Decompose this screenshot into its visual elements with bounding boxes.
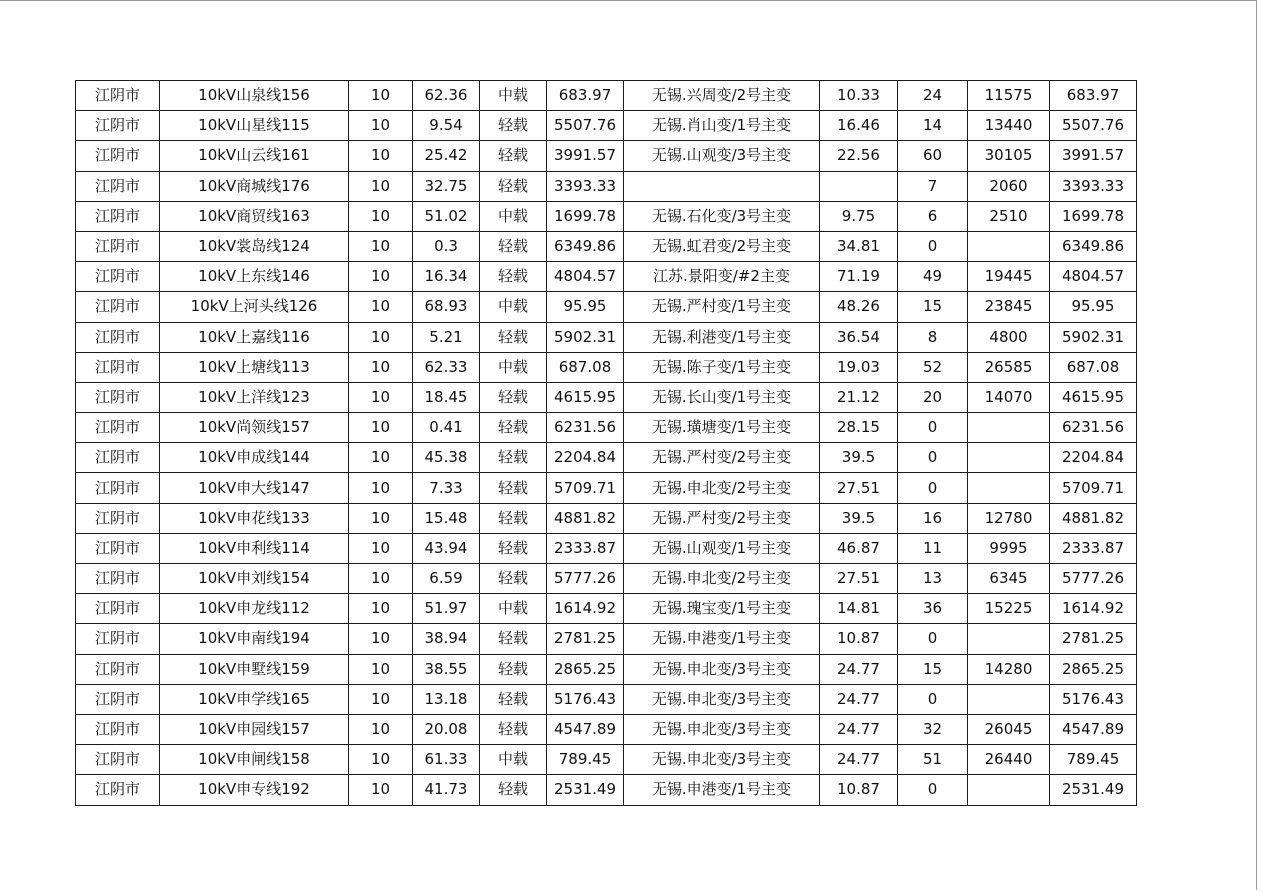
count-cell: 7 (898, 171, 968, 201)
table-row (76, 443, 1137, 473)
available-cell: 95.95 (1050, 292, 1137, 322)
transformer-load-cell: 24.77 (820, 684, 898, 714)
table-row (76, 775, 1137, 805)
transformer-cell: 无锡.肖山变/1号主变 (624, 111, 820, 141)
capacity-cell: 3393.33 (547, 171, 624, 201)
voltage-cell: 10 (349, 594, 413, 624)
count-cell: 0 (898, 413, 968, 443)
load-status-cell: 轻载 (480, 564, 547, 594)
kva-cell: 14070 (968, 382, 1050, 412)
line-name-cell: 10kV申花线133 (160, 503, 349, 533)
kva-cell (968, 775, 1050, 805)
load-status-cell: 轻载 (480, 624, 547, 654)
table-row (76, 533, 1137, 563)
table-row (76, 231, 1137, 261)
transformer-cell: 无锡.山观变/1号主变 (624, 533, 820, 563)
transformer-cell: 无锡.严村变/2号主变 (624, 443, 820, 473)
load-rate-cell: 6.59 (413, 564, 480, 594)
load-rate-cell: 13.18 (413, 684, 480, 714)
table-body (76, 81, 1137, 806)
transformer-cell: 无锡.申北变/3号主变 (624, 654, 820, 684)
transformer-load-cell: 24.77 (820, 654, 898, 684)
kva-cell: 6345 (968, 564, 1050, 594)
kva-cell: 11575 (968, 81, 1050, 111)
capacity-cell: 4615.95 (547, 382, 624, 412)
kva-cell (968, 413, 1050, 443)
transformer-cell: 无锡.长山变/1号主变 (624, 382, 820, 412)
kva-cell (968, 231, 1050, 261)
line-name-cell: 10kV申园线157 (160, 714, 349, 744)
voltage-cell: 10 (349, 443, 413, 473)
line-name-cell: 10kV申成线144 (160, 443, 349, 473)
count-cell: 60 (898, 141, 968, 171)
available-cell: 683.97 (1050, 81, 1137, 111)
voltage-cell: 10 (349, 171, 413, 201)
city-cell: 江阴市 (76, 231, 160, 261)
transformer-load-cell: 71.19 (820, 262, 898, 292)
load-status-cell: 轻载 (480, 684, 547, 714)
transformer-cell: 无锡.璜塘变/1号主变 (624, 413, 820, 443)
transformer-cell: 无锡.申港变/1号主变 (624, 775, 820, 805)
transformer-load-cell: 19.03 (820, 352, 898, 382)
kva-cell (968, 473, 1050, 503)
city-cell: 江阴市 (76, 745, 160, 775)
capacity-cell: 1614.92 (547, 594, 624, 624)
table-row (76, 81, 1137, 111)
available-cell: 6349.86 (1050, 231, 1137, 261)
voltage-cell: 10 (349, 654, 413, 684)
line-name-cell: 10kV申墅线159 (160, 654, 349, 684)
transformer-load-cell: 24.77 (820, 745, 898, 775)
transformer-cell: 无锡.申北变/3号主变 (624, 745, 820, 775)
count-cell: 52 (898, 352, 968, 382)
capacity-cell: 3991.57 (547, 141, 624, 171)
line-name-cell: 10kV上洋线123 (160, 382, 349, 412)
available-cell: 5507.76 (1050, 111, 1137, 141)
voltage-cell: 10 (349, 352, 413, 382)
table-row (76, 745, 1137, 775)
load-status-cell: 轻载 (480, 231, 547, 261)
load-rate-cell: 41.73 (413, 775, 480, 805)
city-cell: 江阴市 (76, 503, 160, 533)
table-row (76, 292, 1137, 322)
voltage-cell: 10 (349, 714, 413, 744)
line-name-cell: 10kV上嘉线116 (160, 322, 349, 352)
available-cell: 1614.92 (1050, 594, 1137, 624)
load-status-cell: 轻载 (480, 443, 547, 473)
transformer-load-cell: 36.54 (820, 322, 898, 352)
count-cell: 13 (898, 564, 968, 594)
city-cell: 江阴市 (76, 714, 160, 744)
count-cell: 0 (898, 624, 968, 654)
load-status-cell: 轻载 (480, 111, 547, 141)
city-cell: 江阴市 (76, 413, 160, 443)
count-cell: 8 (898, 322, 968, 352)
available-cell: 6231.56 (1050, 413, 1137, 443)
capacity-cell: 2204.84 (547, 443, 624, 473)
available-cell: 3991.57 (1050, 141, 1137, 171)
table-row (76, 171, 1137, 201)
load-rate-cell: 25.42 (413, 141, 480, 171)
capacity-cell: 5902.31 (547, 322, 624, 352)
kva-cell: 26440 (968, 745, 1050, 775)
table-row (76, 473, 1137, 503)
capacity-cell: 2531.49 (547, 775, 624, 805)
capacity-cell: 789.45 (547, 745, 624, 775)
city-cell: 江阴市 (76, 81, 160, 111)
load-rate-cell: 61.33 (413, 745, 480, 775)
line-name-cell: 10kV申专线192 (160, 775, 349, 805)
capacity-cell: 5709.71 (547, 473, 624, 503)
load-status-cell: 中载 (480, 292, 547, 322)
voltage-cell: 10 (349, 533, 413, 563)
count-cell: 0 (898, 775, 968, 805)
line-name-cell: 10kV商贸线163 (160, 201, 349, 231)
city-cell: 江阴市 (76, 443, 160, 473)
data-table (75, 80, 1137, 806)
kva-cell: 13440 (968, 111, 1050, 141)
voltage-cell: 10 (349, 81, 413, 111)
load-status-cell: 轻载 (480, 533, 547, 563)
transformer-load-cell: 10.87 (820, 624, 898, 654)
transformer-load-cell: 9.75 (820, 201, 898, 231)
voltage-cell: 10 (349, 624, 413, 654)
capacity-cell: 6231.56 (547, 413, 624, 443)
load-status-cell: 轻载 (480, 714, 547, 744)
kva-cell: 12780 (968, 503, 1050, 533)
load-status-cell: 中载 (480, 745, 547, 775)
kva-cell: 14280 (968, 654, 1050, 684)
city-cell: 江阴市 (76, 262, 160, 292)
transformer-cell: 无锡.严村变/1号主变 (624, 292, 820, 322)
transformer-load-cell: 10.33 (820, 81, 898, 111)
transformer-cell: 无锡.申港变/1号主变 (624, 624, 820, 654)
table-row (76, 564, 1137, 594)
load-rate-cell: 7.33 (413, 473, 480, 503)
load-rate-cell: 15.48 (413, 503, 480, 533)
available-cell: 2531.49 (1050, 775, 1137, 805)
load-rate-cell: 51.97 (413, 594, 480, 624)
kva-cell: 26045 (968, 714, 1050, 744)
available-cell: 687.08 (1050, 352, 1137, 382)
load-status-cell: 中载 (480, 81, 547, 111)
load-rate-cell: 62.36 (413, 81, 480, 111)
capacity-cell: 2781.25 (547, 624, 624, 654)
line-name-cell: 10kV上东线146 (160, 262, 349, 292)
line-name-cell: 10kV山泉线156 (160, 81, 349, 111)
load-status-cell: 中载 (480, 352, 547, 382)
voltage-cell: 10 (349, 382, 413, 412)
line-name-cell: 10kV上河头线126 (160, 292, 349, 322)
line-name-cell: 10kV山星线115 (160, 111, 349, 141)
load-rate-cell: 18.45 (413, 382, 480, 412)
transformer-cell: 无锡.申北变/3号主变 (624, 714, 820, 744)
transformer-load-cell: 27.51 (820, 564, 898, 594)
available-cell: 5709.71 (1050, 473, 1137, 503)
table-row (76, 201, 1137, 231)
voltage-cell: 10 (349, 564, 413, 594)
available-cell: 3393.33 (1050, 171, 1137, 201)
available-cell: 5176.43 (1050, 684, 1137, 714)
transformer-load-cell (820, 171, 898, 201)
count-cell: 15 (898, 654, 968, 684)
load-rate-cell: 68.93 (413, 292, 480, 322)
line-name-cell: 10kV商城线176 (160, 171, 349, 201)
count-cell: 0 (898, 443, 968, 473)
load-status-cell: 轻载 (480, 473, 547, 503)
city-cell: 江阴市 (76, 322, 160, 352)
available-cell: 2865.25 (1050, 654, 1137, 684)
voltage-cell: 10 (349, 503, 413, 533)
load-status-cell: 中载 (480, 201, 547, 231)
transformer-load-cell: 16.46 (820, 111, 898, 141)
available-cell: 2204.84 (1050, 443, 1137, 473)
table-row (76, 714, 1137, 744)
line-name-cell: 10kV申大线147 (160, 473, 349, 503)
count-cell: 51 (898, 745, 968, 775)
voltage-cell: 10 (349, 292, 413, 322)
transformer-load-cell: 10.87 (820, 775, 898, 805)
voltage-cell: 10 (349, 262, 413, 292)
capacity-cell: 5176.43 (547, 684, 624, 714)
load-rate-cell: 38.55 (413, 654, 480, 684)
line-name-cell: 10kV山云线161 (160, 141, 349, 171)
available-cell: 2333.87 (1050, 533, 1137, 563)
kva-cell: 2060 (968, 171, 1050, 201)
count-cell: 0 (898, 473, 968, 503)
load-rate-cell: 32.75 (413, 171, 480, 201)
load-status-cell: 轻载 (480, 171, 547, 201)
table-row (76, 322, 1137, 352)
transformer-cell: 江苏.景阳变/#2主变 (624, 262, 820, 292)
transformer-load-cell: 48.26 (820, 292, 898, 322)
table-row (76, 654, 1137, 684)
transformer-cell: 无锡.申北变/3号主变 (624, 684, 820, 714)
count-cell: 20 (898, 382, 968, 412)
city-cell: 江阴市 (76, 352, 160, 382)
load-status-cell: 轻载 (480, 775, 547, 805)
load-rate-cell: 9.54 (413, 111, 480, 141)
transformer-cell: 无锡.山观变/3号主变 (624, 141, 820, 171)
available-cell: 4547.89 (1050, 714, 1137, 744)
kva-cell (968, 684, 1050, 714)
table-row (76, 594, 1137, 624)
city-cell: 江阴市 (76, 171, 160, 201)
voltage-cell: 10 (349, 684, 413, 714)
table-row (76, 624, 1137, 654)
load-rate-cell: 5.21 (413, 322, 480, 352)
transformer-cell: 无锡.申北变/2号主变 (624, 564, 820, 594)
city-cell: 江阴市 (76, 473, 160, 503)
line-name-cell: 10kV申龙线112 (160, 594, 349, 624)
transformer-cell: 无锡.申北变/2号主变 (624, 473, 820, 503)
transformer-cell: 无锡.利港变/1号主变 (624, 322, 820, 352)
load-status-cell: 轻载 (480, 382, 547, 412)
capacity-cell: 4804.57 (547, 262, 624, 292)
line-name-cell: 10kV上塘线113 (160, 352, 349, 382)
kva-cell: 9995 (968, 533, 1050, 563)
transformer-cell: 无锡.兴周变/2号主变 (624, 81, 820, 111)
transformer-cell: 无锡.陈子变/1号主变 (624, 352, 820, 382)
load-rate-cell: 43.94 (413, 533, 480, 563)
load-rate-cell: 38.94 (413, 624, 480, 654)
kva-cell: 4800 (968, 322, 1050, 352)
kva-cell: 15225 (968, 594, 1050, 624)
table-row (76, 352, 1137, 382)
capacity-cell: 2333.87 (547, 533, 624, 563)
load-rate-cell: 16.34 (413, 262, 480, 292)
transformer-cell: 无锡.严村变/2号主变 (624, 503, 820, 533)
table-row (76, 141, 1137, 171)
kva-cell (968, 624, 1050, 654)
count-cell: 32 (898, 714, 968, 744)
capacity-cell: 2865.25 (547, 654, 624, 684)
available-cell: 4804.57 (1050, 262, 1137, 292)
table-row (76, 262, 1137, 292)
kva-cell: 2510 (968, 201, 1050, 231)
city-cell: 江阴市 (76, 141, 160, 171)
city-cell: 江阴市 (76, 201, 160, 231)
available-cell: 5902.31 (1050, 322, 1137, 352)
voltage-cell: 10 (349, 473, 413, 503)
line-name-cell: 10kV裳岛线124 (160, 231, 349, 261)
transformer-load-cell: 24.77 (820, 714, 898, 744)
city-cell: 江阴市 (76, 654, 160, 684)
city-cell: 江阴市 (76, 382, 160, 412)
line-name-cell: 10kV申利线114 (160, 533, 349, 563)
transformer-load-cell: 39.5 (820, 503, 898, 533)
transformer-load-cell: 27.51 (820, 473, 898, 503)
city-cell: 江阴市 (76, 624, 160, 654)
line-name-cell: 10kV申刘线154 (160, 564, 349, 594)
table-row (76, 382, 1137, 412)
voltage-cell: 10 (349, 111, 413, 141)
city-cell: 江阴市 (76, 111, 160, 141)
table-row (76, 503, 1137, 533)
capacity-cell: 5777.26 (547, 564, 624, 594)
transformer-load-cell: 46.87 (820, 533, 898, 563)
capacity-cell: 5507.76 (547, 111, 624, 141)
transformer-cell (624, 171, 820, 201)
load-rate-cell: 0.3 (413, 231, 480, 261)
available-cell: 5777.26 (1050, 564, 1137, 594)
line-name-cell: 10kV尚领线157 (160, 413, 349, 443)
transformer-cell: 无锡.瑰宝变/1号主变 (624, 594, 820, 624)
count-cell: 14 (898, 111, 968, 141)
capacity-cell: 687.08 (547, 352, 624, 382)
kva-cell: 30105 (968, 141, 1050, 171)
load-status-cell: 轻载 (480, 322, 547, 352)
voltage-cell: 10 (349, 745, 413, 775)
city-cell: 江阴市 (76, 684, 160, 714)
load-rate-cell: 62.33 (413, 352, 480, 382)
voltage-cell: 10 (349, 231, 413, 261)
available-cell: 4881.82 (1050, 503, 1137, 533)
count-cell: 36 (898, 594, 968, 624)
city-cell: 江阴市 (76, 564, 160, 594)
transformer-load-cell: 14.81 (820, 594, 898, 624)
voltage-cell: 10 (349, 775, 413, 805)
load-status-cell: 轻载 (480, 262, 547, 292)
count-cell: 24 (898, 81, 968, 111)
count-cell: 16 (898, 503, 968, 533)
line-name-cell: 10kV申学线165 (160, 684, 349, 714)
count-cell: 0 (898, 684, 968, 714)
load-rate-cell: 51.02 (413, 201, 480, 231)
count-cell: 15 (898, 292, 968, 322)
kva-cell: 26585 (968, 352, 1050, 382)
load-status-cell: 轻载 (480, 654, 547, 684)
voltage-cell: 10 (349, 141, 413, 171)
transformer-cell: 无锡.虹君变/2号主变 (624, 231, 820, 261)
voltage-cell: 10 (349, 201, 413, 231)
city-cell: 江阴市 (76, 775, 160, 805)
capacity-cell: 4547.89 (547, 714, 624, 744)
available-cell: 1699.78 (1050, 201, 1137, 231)
count-cell: 0 (898, 231, 968, 261)
capacity-cell: 4881.82 (547, 503, 624, 533)
line-name-cell: 10kV申南线194 (160, 624, 349, 654)
available-cell: 4615.95 (1050, 382, 1137, 412)
load-status-cell: 轻载 (480, 503, 547, 533)
load-status-cell: 轻载 (480, 413, 547, 443)
city-cell: 江阴市 (76, 533, 160, 563)
transformer-load-cell: 21.12 (820, 382, 898, 412)
transformer-load-cell: 34.81 (820, 231, 898, 261)
city-cell: 江阴市 (76, 594, 160, 624)
kva-cell (968, 443, 1050, 473)
load-status-cell: 轻载 (480, 141, 547, 171)
capacity-cell: 683.97 (547, 81, 624, 111)
transformer-load-cell: 39.5 (820, 443, 898, 473)
load-rate-cell: 20.08 (413, 714, 480, 744)
count-cell: 49 (898, 262, 968, 292)
capacity-cell: 6349.86 (547, 231, 624, 261)
available-cell: 2781.25 (1050, 624, 1137, 654)
kva-cell: 19445 (968, 262, 1050, 292)
kva-cell: 23845 (968, 292, 1050, 322)
transformer-load-cell: 28.15 (820, 413, 898, 443)
capacity-cell: 1699.78 (547, 201, 624, 231)
transformer-cell: 无锡.石化变/3号主变 (624, 201, 820, 231)
line-name-cell: 10kV申闸线158 (160, 745, 349, 775)
count-cell: 6 (898, 201, 968, 231)
voltage-cell: 10 (349, 413, 413, 443)
table-row (76, 111, 1137, 141)
load-rate-cell: 45.38 (413, 443, 480, 473)
load-rate-cell: 0.41 (413, 413, 480, 443)
table-row (76, 684, 1137, 714)
table-row (76, 413, 1137, 443)
count-cell: 11 (898, 533, 968, 563)
city-cell: 江阴市 (76, 292, 160, 322)
capacity-cell: 95.95 (547, 292, 624, 322)
load-status-cell: 中载 (480, 594, 547, 624)
transformer-load-cell: 22.56 (820, 141, 898, 171)
voltage-cell: 10 (349, 322, 413, 352)
available-cell: 789.45 (1050, 745, 1137, 775)
